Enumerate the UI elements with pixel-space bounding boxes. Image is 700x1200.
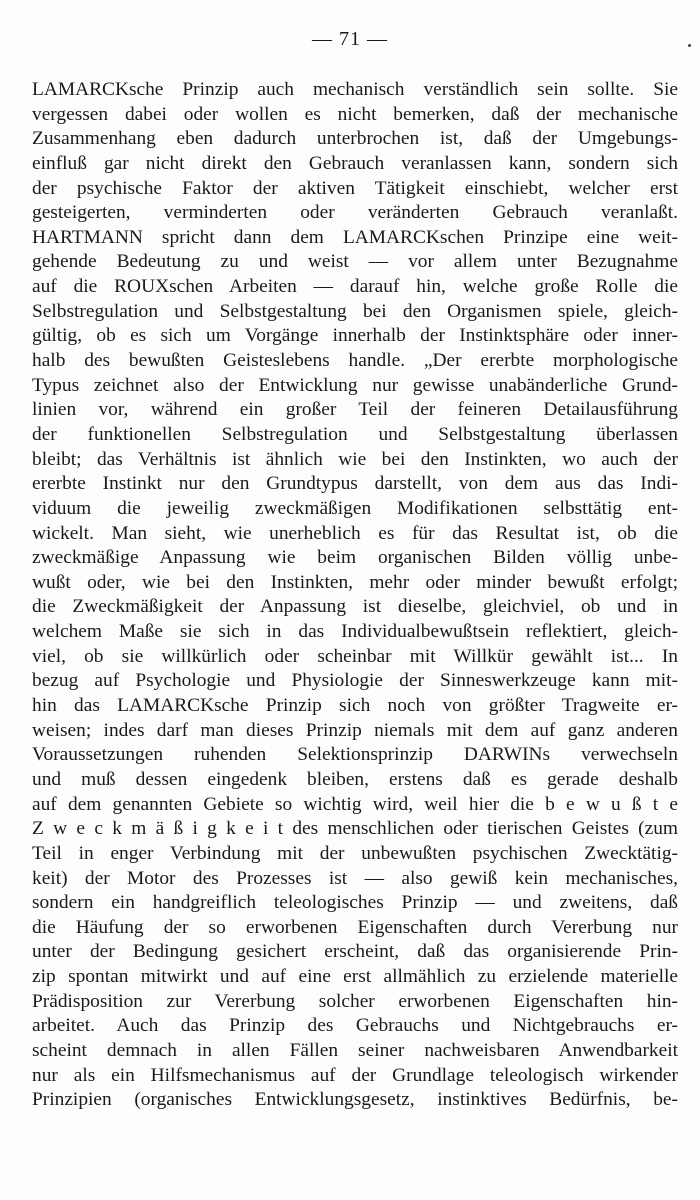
text-line: sondern ein handgreiflich teleologisches Prinzip — und zweitens, daß <box>32 892 678 914</box>
text-line: Z w e c k m ä ß i g k e i t des menschlichen oder tierischen Geistes (zum <box>32 818 678 840</box>
text-line: Selbstregulation und Selbstgestaltung bei den Organismen spiele, gleich- <box>32 300 678 322</box>
text-line: weisen; indes darf man dieses Prinzip niemals mit dem auf ganz anderen <box>32 719 678 741</box>
body-text <box>32 78 678 1113</box>
text-line: bezug auf Psychologie und Physiologie der Sinneswerkzeuge kann mit- <box>32 670 678 692</box>
text-line: und muß dessen eingedenk bleiben, erstens daß es gerade deshalb <box>32 768 678 790</box>
margin-speck <box>688 44 691 47</box>
text-line: Zusammenhang eben dadurch unterbrochen ist, daß der Umgebungs- <box>32 128 678 150</box>
text-line: keit) der Motor des Prozesses ist — also gewiß kein mechanisches, <box>32 867 678 889</box>
text-line: gesteigerten, verminderten oder veränderten Gebrauch veranlaßt. <box>32 202 678 224</box>
text-line: zip spontan mitwirkt und auf eine erst allmählich zu erzielende materielle <box>32 966 678 988</box>
text-line: unter der Bedingung gesichert erscheint, daß das organisierende Prin- <box>32 941 678 963</box>
text-line: der psychische Faktor der aktiven Tätigkeit einschiebt, welcher erst <box>32 177 678 199</box>
text-line: LAMARCKsche Prinzip auch mechanisch verständlich sein sollte. Sie <box>32 79 678 100</box>
text-line: HARTMANN spricht dann dem LAMARCKschen Prinzipe eine weit- <box>32 226 678 248</box>
text-line: der funktionellen Selbstregulation und Selbstgestaltung überlassen <box>32 423 678 445</box>
text-line: ererbte Instinkt nur den Grundtypus darstellt, von dem aus das Indi- <box>32 473 678 495</box>
text-line: wußt oder, wie bei den Instinkten, mehr oder minder bewußt erfolgt; <box>32 571 678 593</box>
text-line: hin das LAMARCKsche Prinzip sich noch von größter Tragweite er- <box>32 695 678 717</box>
text-line: Teil in enger Verbindung mit der unbewußten psychischen Zwecktätig- <box>32 842 678 864</box>
text-line: vergessen dabei oder wollen es nicht bemerken, daß der mechanische <box>32 103 678 125</box>
text-line: Prinzipien (organisches Entwicklungsgesetz, instinktives Bedürfnis, be- <box>32 1089 678 1111</box>
text-line: scheint demnach in allen Fällen seiner nachweisbaren Anwendbarkeit <box>32 1039 678 1061</box>
text-line: Typus zeichnet also der Entwicklung nur gewisse unabänderliche Grund- <box>32 374 678 396</box>
text-line: auf die ROUXschen Arbeiten — darauf hin, welche große Rolle die <box>32 276 678 298</box>
text-line: gültig, ob es sich um Vorgänge innerhalb der Instinktsphäre oder inner- <box>32 325 678 347</box>
text-line: viduum die jeweilig zweckmäßigen Modifikationen selbsttätig ent- <box>32 497 678 519</box>
text-line: die Zweckmäßigkeit der Anpassung ist dieselbe, gleichviel, ob und in <box>32 596 678 618</box>
text-line: arbeitet. Auch das Prinzip des Gebrauchs und Nichtgebrauchs er- <box>32 1015 678 1037</box>
text-line: bleibt; das Verhältnis ist ähnlich wie bei den Instinkten, wo auch der <box>32 448 678 470</box>
text-line: welchem Maße sie sich in das Individualbewußtsein reflektiert, gleich- <box>32 621 678 643</box>
text-line: einfluß gar nicht direkt den Gebrauch veranlassen kann, sondern sich <box>32 152 678 174</box>
page-number: — 71 — <box>312 28 388 50</box>
text-line: auf dem genannten Gebiete so wichtig wird, weil hier die b e w u ß t e <box>32 793 678 815</box>
text-line: Prädisposition zur Vererbung solcher erworbenen Eigenschaften hin- <box>32 990 678 1012</box>
text-line: halb des bewußten Geisteslebens handle. „Der ererbte morphologische <box>32 350 678 372</box>
text-line: nur als ein Hilfsmechanismus auf der Grundlage teleologisch wirkender <box>32 1064 678 1086</box>
text-line: gehende Bedeutung zu und weist — vor allem unter Bezugnahme <box>32 251 678 273</box>
text-line: Voraussetzungen ruhenden Selektionsprinzip DARWINs verwechseln <box>32 744 678 766</box>
text-line: viel, ob sie willkürlich oder scheinbar mit Willkür gewählt ist... In <box>32 645 678 667</box>
text-line: linien vor, während ein großer Teil der feineren Detailausführung <box>32 399 678 421</box>
text-line: zweckmäßige Anpassung wie beim organischen Bilden völlig unbe- <box>32 547 678 569</box>
text-line: wickelt. Man sieht, wie unerheblich es für das Resultat ist, ob die <box>32 522 678 544</box>
text-line: die Häufung der so erworbenen Eigenschaften durch Vererbung nur <box>32 916 678 938</box>
